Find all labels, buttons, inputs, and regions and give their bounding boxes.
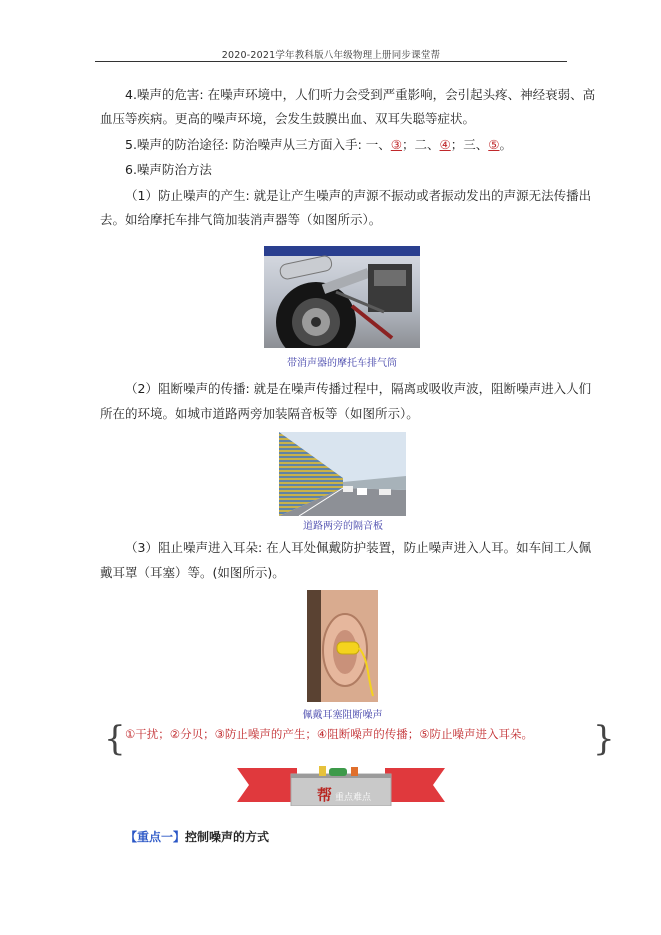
barrier-illustration xyxy=(279,432,406,516)
methods-title: 6.噪声防治方法 xyxy=(125,162,212,177)
motorcycle-photo xyxy=(264,246,420,348)
harm-line-2: 血压等疾病。更高的噪声环境，会发生鼓膜出血、双耳失聪等症状。 xyxy=(100,111,476,126)
answer-key: ①干扰；②分贝；③防止噪声的产生；④阻断噪声的传播；⑤防止噪声进入耳朵。 xyxy=(125,727,534,741)
barrier-caption: 道路两旁的隔音板 xyxy=(303,521,383,532)
motorcycle-caption: 带消声器的摩托车排气筒 xyxy=(287,358,397,369)
blank-4: ④ xyxy=(439,137,451,152)
header-title: 2020-2021学年教科版八年级物理上册同步课堂帮 xyxy=(221,50,441,61)
ways-sep-2: ；三、 xyxy=(450,137,489,152)
ways-end: 。 xyxy=(499,137,512,152)
method-3-line-1: （3）阻止噪声进入耳朵: 在人耳处佩戴防护装置，防止噪声进入人耳。如车间工人佩 xyxy=(125,540,592,555)
harm-line-1: 4.噪声的危害: 在噪声环境中，人们听力会受到严重影响，会引起头疼、神经衰弱、高 xyxy=(125,87,596,102)
blank-3: ③ xyxy=(390,137,403,152)
ways-paragraph xyxy=(125,137,512,153)
noise-barrier-photo xyxy=(279,432,406,516)
section-tag: 【重点一】 xyxy=(125,830,186,844)
method-2-line-1: （2）阻断噪声的传播: 就是在噪声传播过程中，隔离或吸收声波，阻断噪声进入人们 xyxy=(125,381,592,396)
ways-prefix: 5.噪声的防治途径: 防治噪声从三方面入手: 一、 xyxy=(125,137,391,152)
blank-5: ⑤ xyxy=(488,137,500,152)
method-1-line-1: （1）防止噪声的产生: 就是让产生噪声的声源不振动或者振动发出的声源无法传播出 xyxy=(125,188,592,203)
key-points-banner xyxy=(237,766,445,806)
section-heading xyxy=(125,828,269,845)
motorcycle-illustration xyxy=(264,246,420,348)
banner-glyph: 帮 xyxy=(317,786,333,804)
earplug-photo xyxy=(307,590,378,702)
ear-illustration xyxy=(307,590,378,702)
section-title: 控制噪声的方式 xyxy=(185,830,270,844)
earplug-caption: 佩戴耳塞阻断噪声 xyxy=(302,710,383,721)
header-divider xyxy=(95,61,567,62)
method-1-line-2: 去。如给摩托车排气筒加装消声器等（如图所示）。 xyxy=(100,212,382,227)
left-brace: { xyxy=(104,719,126,759)
method-2-line-2: 所在的环境。如城市道路两旁加装隔音板等（如图所示）。 xyxy=(100,406,419,421)
banner-label: 重点难点 xyxy=(335,793,372,803)
method-3-line-2: 戴耳罩（耳塞）等。(如图所示)。 xyxy=(100,565,285,580)
right-brace: } xyxy=(593,719,615,759)
ways-sep-1: ；二、 xyxy=(402,137,440,152)
